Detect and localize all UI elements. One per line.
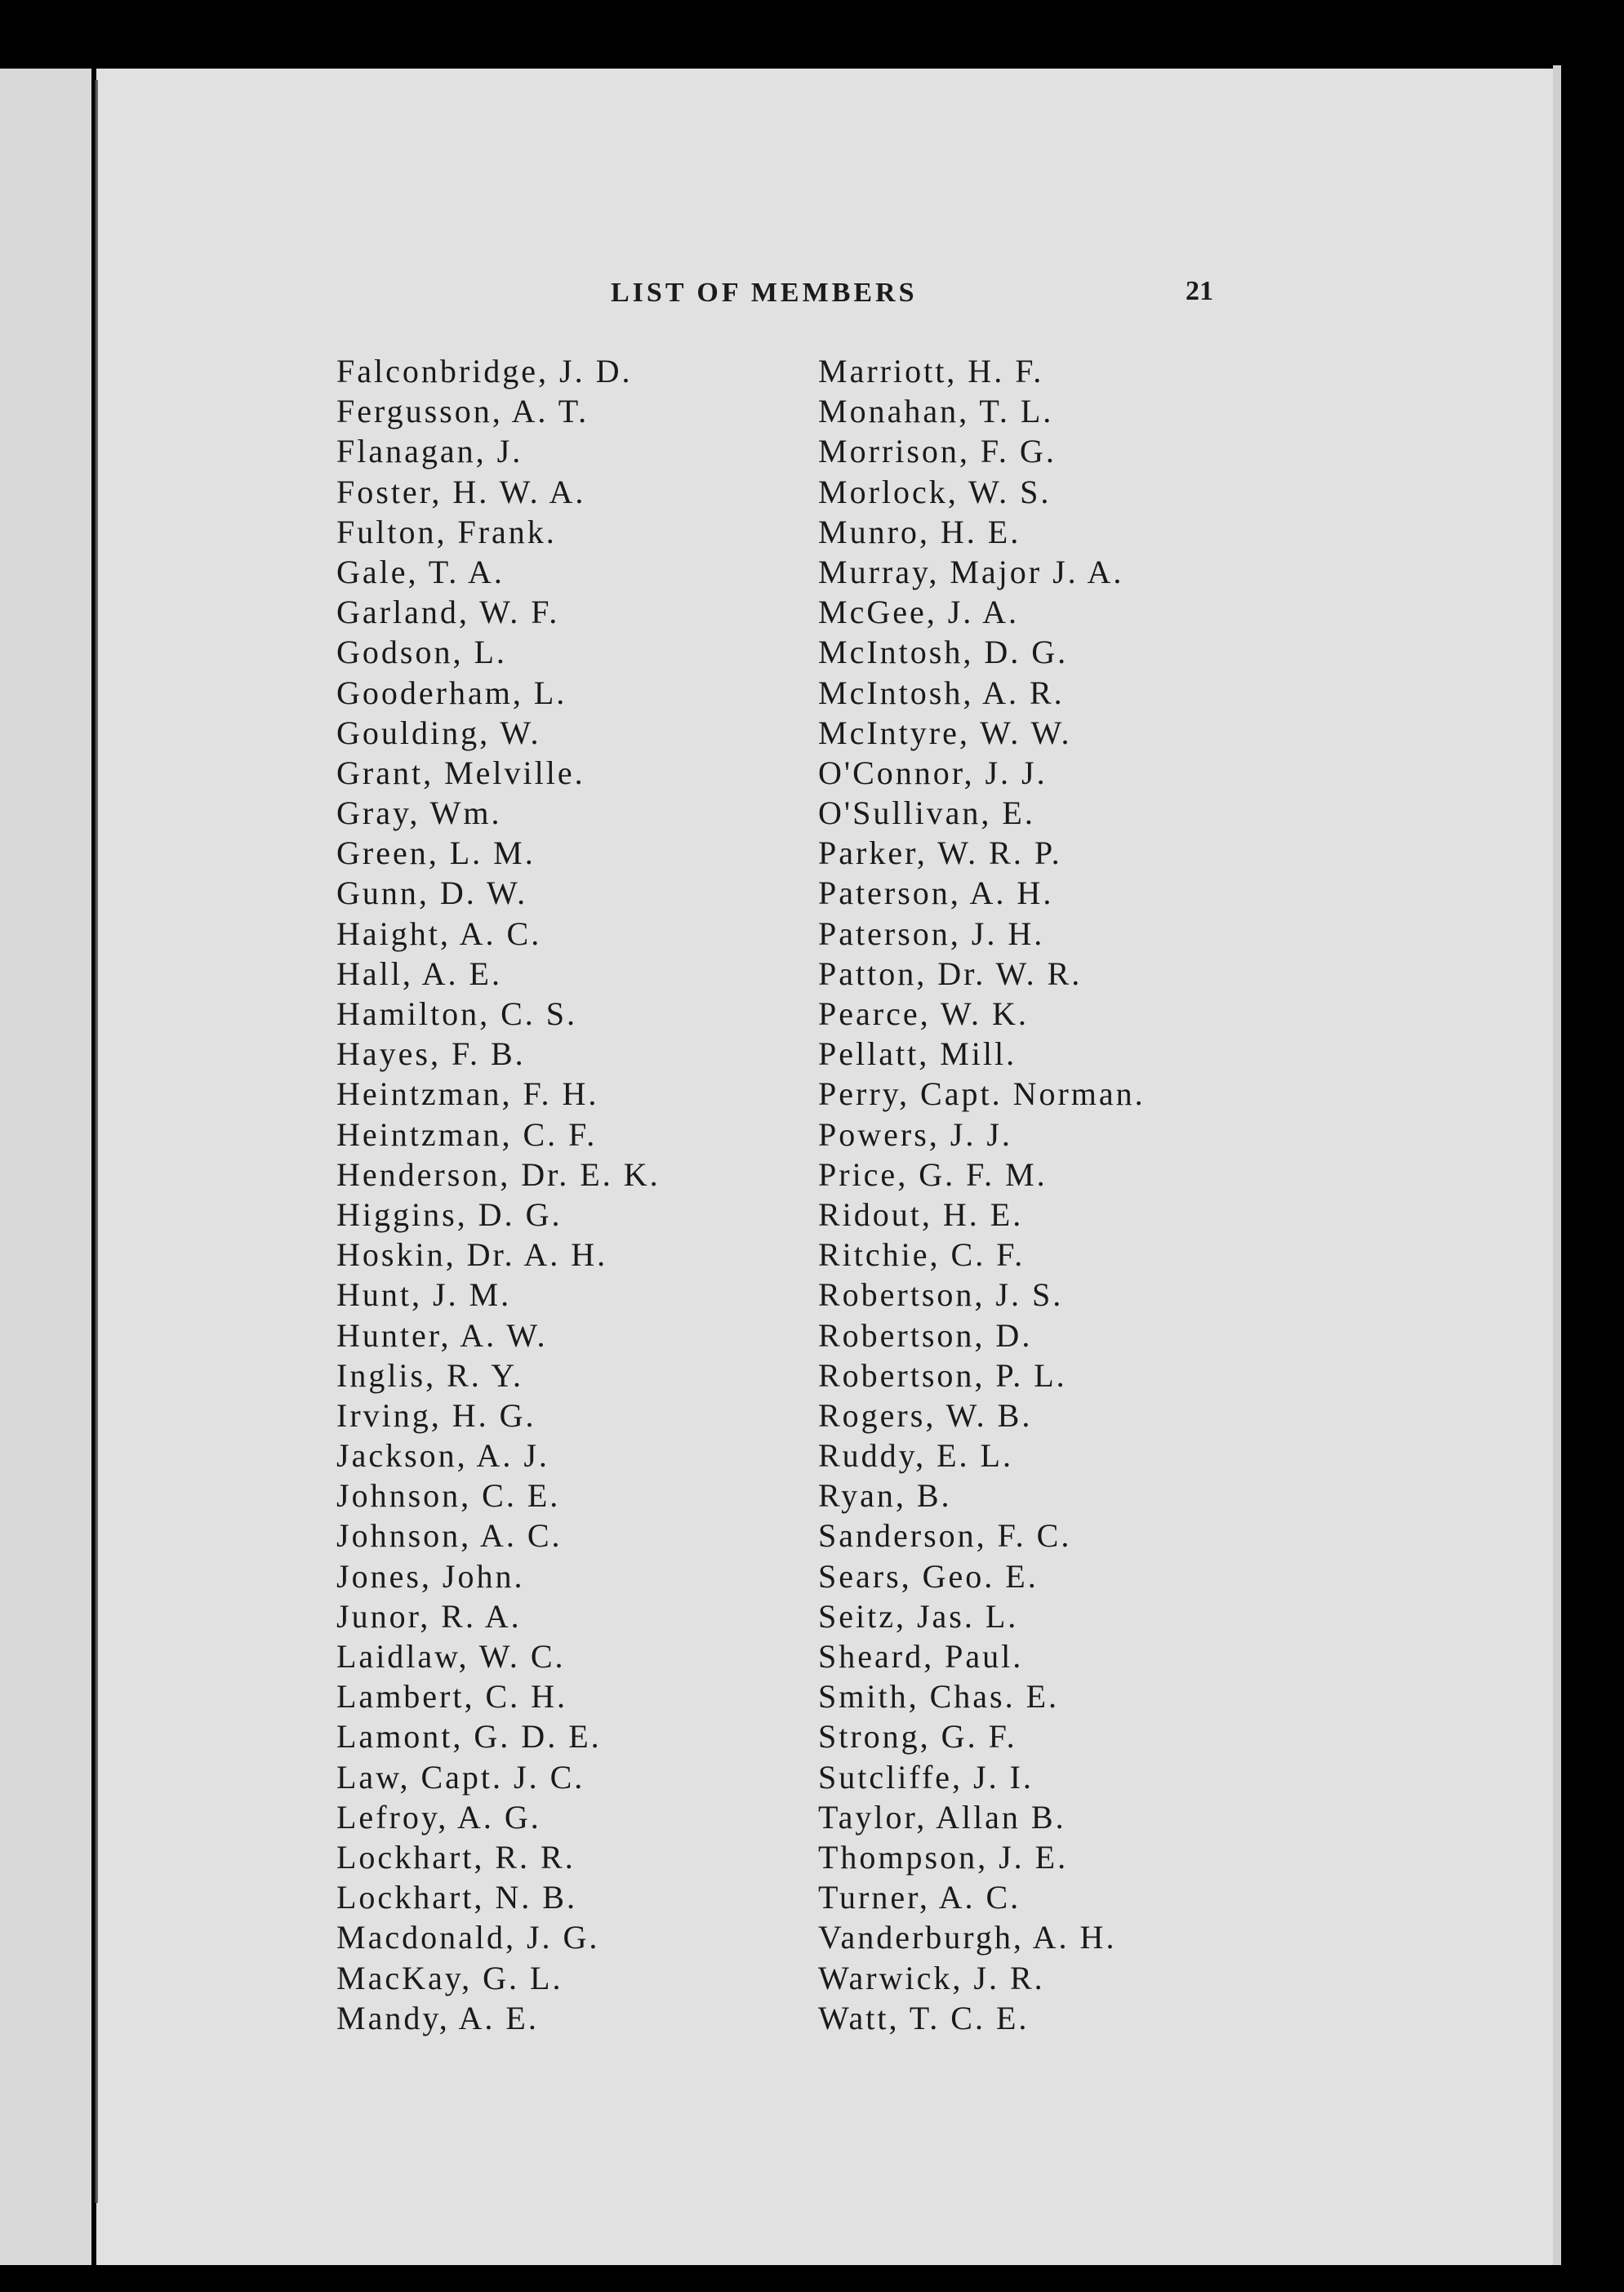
member-entry: Murray, Major J. A. [818,553,1124,590]
member-entry: Haight, A. C. [336,915,542,952]
member-entry: Parker, W. R. P. [818,834,1062,872]
member-entry: Law, Capt. J. C. [336,1758,585,1796]
member-entry: Jackson, A. J. [336,1437,549,1475]
member-entry: Mandy, A. E. [336,1999,539,2036]
member-entry: Pearce, W. K. [818,995,1029,1032]
members-list-right-column [818,351,1146,2038]
member-entry: Paterson, A. H. [818,875,1054,912]
member-entry: Foster, H. W. A. [336,473,586,510]
member-entry: Johnson, A. C. [336,1517,563,1555]
member-entry: MacKay, G. L. [336,1959,563,1996]
member-entry: Fulton, Frank. [336,513,557,550]
member-entry: Sanderson, F. C. [818,1517,1072,1555]
member-entry: Robertson, D. [818,1316,1033,1354]
member-entry: Patton, Dr. W. R. [818,955,1083,992]
member-entry: Irving, H. G. [336,1396,536,1434]
member-entry: McIntosh, D. G. [818,634,1069,671]
member-entry: Taylor, Allan B. [818,1798,1066,1836]
members-list-left-column [336,351,661,2038]
member-entry: Ryan, B. [818,1477,952,1515]
page-number: 21 [1186,276,1213,306]
member-entry: Perry, Capt. Norman. [818,1075,1146,1113]
member-entry: Price, G. F. M. [818,1155,1048,1193]
member-entry: Monahan, T. L. [818,393,1054,430]
member-entry: Jones, John. [336,1557,525,1595]
member-entry: Hunt, J. M. [336,1276,512,1314]
member-entry: Turner, A. C. [818,1879,1021,1916]
member-entry: O'Sullivan, E. [818,794,1035,832]
member-entry: Strong, G. F. [818,1718,1017,1756]
member-entry: Lambert, C. H. [336,1678,568,1716]
member-entry: Heintzman, C. F. [336,1115,598,1153]
member-entry: Ritchie, C. F. [818,1236,1026,1274]
member-entry: Watt, T. C. E. [818,1999,1030,2036]
member-entry: O'Connor, J. J. [818,754,1048,791]
member-entry: Falconbridge, J. D. [336,353,633,389]
member-entry: Macdonald, J. G. [336,1919,600,1956]
member-entry: Gooderham, L. [336,674,567,711]
member-entry: Powers, J. J. [818,1115,1012,1153]
member-entry: Ridout, H. E. [818,1195,1024,1233]
member-entry: Gunn, D. W. [336,875,528,912]
gutter-line [95,80,98,2203]
member-entry: Higgins, D. G. [336,1195,563,1233]
member-entry: Fergusson, A. T. [336,393,590,430]
member-entry: Flanagan, J. [336,433,523,470]
member-entry: Lefroy, A. G. [336,1798,541,1836]
member-entry: Morlock, W. S. [818,473,1052,510]
member-entry: Laidlaw, W. C. [336,1638,566,1675]
member-entry: McIntyre, W. W. [818,714,1072,751]
member-entry: Warwick, J. R. [818,1959,1045,1996]
member-entry: Hall, A. E. [336,955,502,992]
member-entry: McIntosh, A. R. [818,674,1065,711]
member-entry: Gray, Wm. [336,794,502,832]
member-entry: Sheard, Paul. [818,1638,1024,1675]
member-entry: Paterson, J. H. [818,915,1045,952]
member-entry: Morrison, F. G. [818,433,1057,470]
member-entry: Hamilton, C. S. [336,995,578,1032]
member-entry: Pellatt, Mill. [818,1035,1017,1073]
member-entry: Munro, H. E. [818,513,1021,550]
member-entry: Henderson, Dr. E. K. [336,1155,661,1193]
member-entry: Garland, W. F. [336,594,560,631]
member-entry: Lockhart, N. B. [336,1879,577,1916]
member-entry: Gale, T. A. [336,553,505,590]
page-edge [1553,65,1561,2265]
member-entry: Godson, L. [336,634,507,671]
member-entry: Sears, Geo. E. [818,1557,1039,1595]
member-entry: Vanderburgh, A. H. [818,1919,1117,1956]
member-entry: Inglis, R. Y. [336,1356,524,1394]
member-entry: Hayes, F. B. [336,1035,526,1073]
facing-page-edge [0,69,91,2265]
member-entry: Hunter, A. W. [336,1316,548,1354]
member-entry: Robertson, P. L. [818,1356,1067,1394]
member-entry: Seitz, Jas. L. [818,1597,1019,1635]
member-entry: Green, L. M. [336,834,536,872]
member-entry: McGee, J. A. [818,594,1019,631]
member-entry: Heintzman, F. H. [336,1075,599,1113]
member-entry: Sutcliffe, J. I. [818,1758,1034,1796]
running-title: LIST OF MEMBERS [611,278,918,308]
page-header [0,278,1624,318]
member-entry: Johnson, C. E. [336,1477,561,1515]
member-entry: Hoskin, Dr. A. H. [336,1236,608,1274]
member-entry: Junor, R. A. [336,1597,522,1635]
member-entry: Smith, Chas. E. [818,1678,1060,1716]
member-entry: Marriott, H. F. [818,353,1044,389]
member-entry: Thompson, J. E. [818,1838,1069,1876]
member-entry: Goulding, W. [336,714,541,751]
member-entry: Lamont, G. D. E. [336,1718,602,1756]
member-entry: Grant, Melville. [336,754,585,791]
member-entry: Ruddy, E. L. [818,1437,1013,1475]
member-entry: Lockhart, R. R. [336,1838,576,1876]
member-entry: Robertson, J. S. [818,1276,1064,1314]
member-entry: Rogers, W. B. [818,1396,1033,1434]
